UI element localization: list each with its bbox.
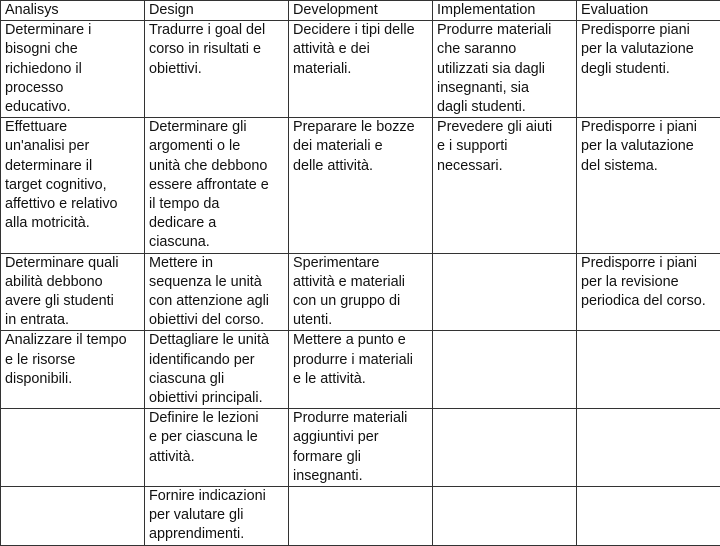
table-cell	[577, 409, 720, 487]
table-cell	[433, 253, 577, 331]
table-cell: Determinare i bisogni che richiedono il processo educativo.	[1, 21, 145, 118]
table-cell: Preparare le bozze dei materiali e delle attività.	[289, 118, 433, 253]
table-cell: Dettagliare le unità identificando per ciascuna gli obiettivi principali.	[145, 331, 289, 409]
table-cell	[433, 409, 577, 487]
table-cell	[433, 487, 577, 546]
table-row	[1, 118, 720, 253]
table-cell: Decidere i tipi delle attività e dei materiali.	[289, 21, 433, 118]
table-cell	[577, 487, 720, 546]
table-cell: Fornire indicazioni per valutare gli apprendimenti.	[145, 487, 289, 546]
table-cell: Effettuare un'analisi per determinare il target cognitivo, affettivo e relativo alla motricità.	[1, 118, 145, 253]
table-cell: Produrre materiali che saranno utilizzati sia dagli insegnanti, sia dagli studenti.	[433, 21, 577, 118]
table-cell: Prevedere gli aiuti e i supporti necessari.	[433, 118, 577, 253]
table-row	[1, 409, 720, 487]
table-cell: Tradurre i goal del corso in risultati e obiettivi.	[145, 21, 289, 118]
table-cell: Predisporre i piani per la valutazione del sistema.	[577, 118, 720, 253]
header-implementation: Implementation	[433, 1, 577, 21]
table-cell: Predisporre piani per la valutazione degli studenti.	[577, 21, 720, 118]
table-cell: Mettere a punto e produrre i materiali e le attività.	[289, 331, 433, 409]
table-row	[1, 331, 720, 409]
table-row	[1, 21, 720, 118]
table-cell: Produrre materiali aggiuntivi per formare gli insegnanti.	[289, 409, 433, 487]
table-row	[1, 487, 720, 546]
table-cell: Determinare gli argomenti o le unità che debbono essere affrontate e il tempo da dedicare a ciascuna.	[145, 118, 289, 253]
header-evaluation: Evaluation	[577, 1, 720, 21]
table-cell	[1, 487, 145, 546]
table-row	[1, 253, 720, 331]
table-cell: Predisporre i piani per la revisione periodica del corso.	[577, 253, 720, 331]
table-cell	[289, 487, 433, 546]
header-development: Development	[289, 1, 433, 21]
table-cell: Definire le lezioni e per ciascuna le attività.	[145, 409, 289, 487]
table-cell: Determinare quali abilità debbono avere gli studenti in entrata.	[1, 253, 145, 331]
table-cell: Sperimentare attività e materiali con un gruppo di utenti.	[289, 253, 433, 331]
header-analisys: Analisys	[1, 1, 145, 21]
table-cell	[433, 331, 577, 409]
table-cell	[1, 409, 145, 487]
table-cell: Mettere in sequenza le unità con attenzione agli obiettivi del corso.	[145, 253, 289, 331]
table-cell: Analizzare il tempo e le risorse disponibili.	[1, 331, 145, 409]
header-design: Design	[145, 1, 289, 21]
table-cell	[577, 331, 720, 409]
header-row	[1, 1, 720, 21]
